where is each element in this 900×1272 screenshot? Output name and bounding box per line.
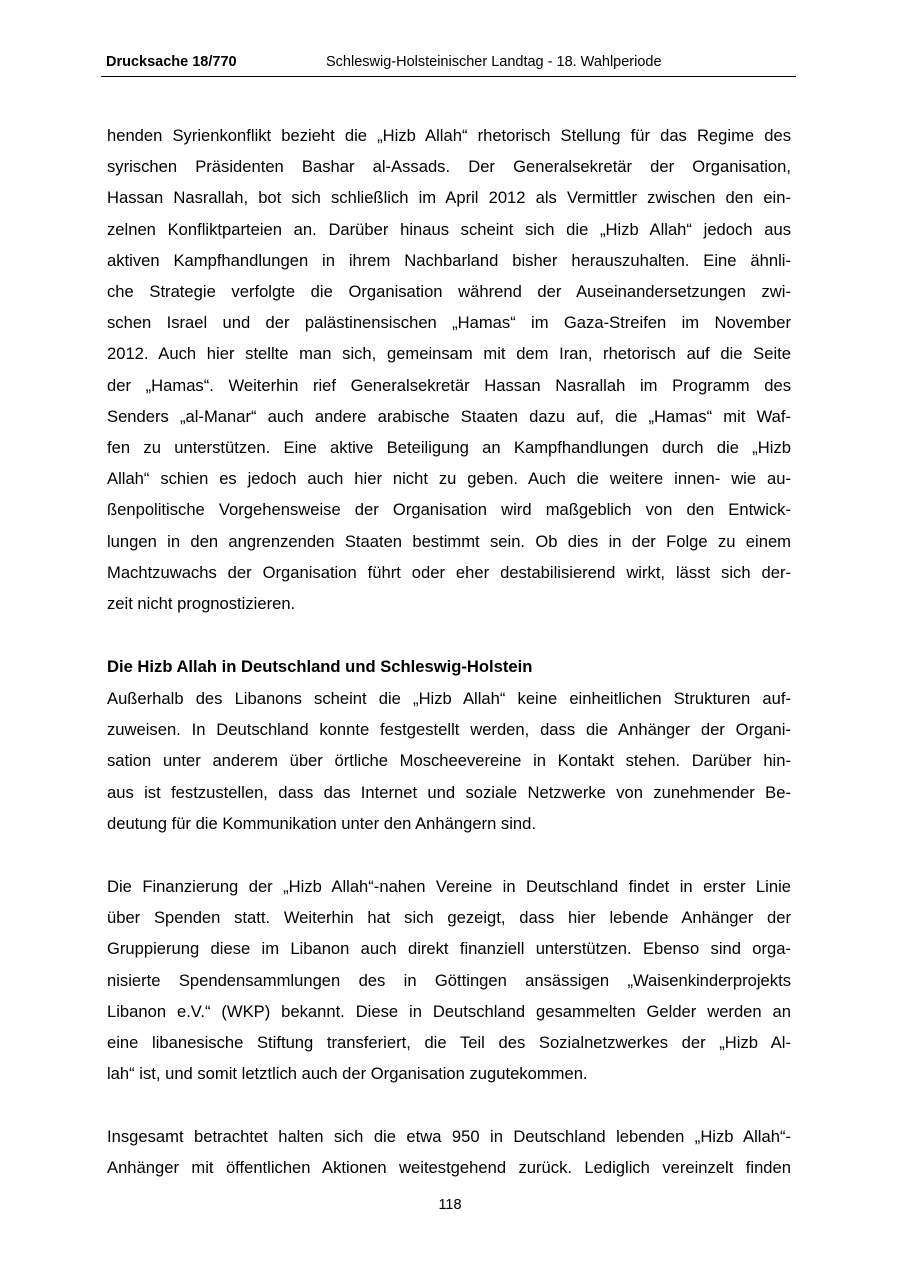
text-line: sation unter anderem über örtliche Moscheevereine in Kontakt stehen. Darüber hin- — [107, 751, 791, 771]
text-line: zeit nicht prognostizieren. — [107, 594, 296, 614]
header-rule — [101, 76, 796, 77]
text-line: 2012. Auch hier stellte man sich, gemeinsam mit dem Iran, rhetorisch auf die Seite — [107, 344, 791, 364]
text-line: Anhänger mit öffentlichen Aktionen weitestgehend zurück. Lediglich vereinzelt finden — [107, 1158, 791, 1178]
text-line: syrischen Präsidenten Bashar al-Assads. Der Generalsekretär der Organisation, — [107, 157, 791, 177]
text-line: zuweisen. In Deutschland konnte festgestellt werden, dass die Anhänger der Organi- — [107, 720, 791, 740]
paragraph-summary — [107, 1121, 791, 1183]
text-line: ßenpolitische Vorgehensweise der Organisation wird maßgeblich von den Entwick- — [107, 500, 791, 520]
paragraph-structures — [107, 683, 791, 839]
text-line: Allah“ schien es jedoch auch hier nicht zu geben. Auch die weitere innen- wie au- — [107, 469, 791, 489]
page-number: 118 — [438, 1197, 462, 1213]
text-line: Gruppierung diese im Libanon auch direkt finanziell unterstützen. Ebenso sind orga- — [107, 939, 791, 959]
document-number: Drucksache 18/770 — [106, 54, 237, 70]
text-line: schen Israel und der palästinensischen „Hamas“ im Gaza-Streifen im November — [107, 313, 791, 333]
text-line: aus ist festzustellen, dass das Internet und soziale Netzwerke von zunehmender Be- — [107, 782, 791, 802]
text-line: fen zu unterstützen. Eine aktive Beteiligung an Kampfhandlungen durch die „Hizb — [107, 438, 791, 458]
text-line: Die Finanzierung der „Hizb Allah“-nahen Vereine in Deutschland findet in erster Linie — [107, 877, 791, 896]
text-line: über Spenden statt. Weiterhin hat sich gezeigt, dass hier lebende Anhänger der — [107, 908, 791, 928]
text-line: zelnen Konfliktparteien an. Darüber hinaus scheint sich die „Hizb Allah“ jedoch aus — [107, 219, 791, 239]
text-line: henden Syrienkonflikt bezieht die „Hizb Allah“ rhetorisch Stellung für das Regime des — [107, 126, 791, 145]
text-line: eine libanesische Stiftung transferiert, die Teil des Sozialnetzwerkes der „Hizb Al- — [107, 1033, 791, 1053]
text-line: aktiven Kampfhandlungen in ihrem Nachbarland bisher herauszuhalten. Eine ähnli- — [107, 250, 791, 270]
text-line: Machtzuwachs der Organisation führt oder eher destabilisierend wirkt, lässt sich der- — [107, 562, 791, 582]
text-line: der „Hamas“. Weiterhin rief Generalsekretär Hassan Nasrallah im Programm des — [107, 375, 791, 395]
text-line: Senders „al-Manar“ auch andere arabische Staaten dazu auf, die „Hamas“ mit Waf- — [107, 406, 791, 426]
text-line: Libanon e.V.“ (WKP) bekannt. Diese in Deutschland gesammelten Gelder werden an — [107, 1001, 791, 1021]
paragraph-financing — [107, 871, 791, 1089]
section-heading: Die Hizb Allah in Deutschland und Schleswig-Holstein — [107, 657, 533, 676]
text-line: che Strategie verfolgte die Organisation während der Auseinandersetzungen zwi- — [107, 282, 791, 302]
text-line: nisierte Spendensammlungen des in Göttingen ansässigen „Waisenkinderprojekts — [107, 970, 791, 990]
text-line: Hassan Nasrallah, bot sich schließlich im April 2012 als Vermittler zwischen den ein- — [107, 188, 791, 208]
text-line: Insgesamt betrachtet halten sich die etwa 950 in Deutschland lebenden „Hizb Allah“- — [107, 1127, 791, 1146]
text-line: lah“ ist, und somit letztlich auch der Organisation zugutekommen. — [107, 1064, 588, 1084]
text-line: deutung für die Kommunikation unter den Anhängern sind. — [107, 813, 536, 833]
paragraph-syria-conflict — [107, 120, 791, 619]
text-line: Außerhalb des Libanons scheint die „Hizb Allah“ keine einheitlichen Strukturen auf- — [107, 689, 791, 708]
text-line: lungen in den angrenzenden Staaten bestimmt sein. Ob dies in der Folge zu einem — [107, 531, 791, 551]
parliament-title: Schleswig-Holsteinischer Landtag - 18. Wahlperiode — [326, 54, 662, 70]
